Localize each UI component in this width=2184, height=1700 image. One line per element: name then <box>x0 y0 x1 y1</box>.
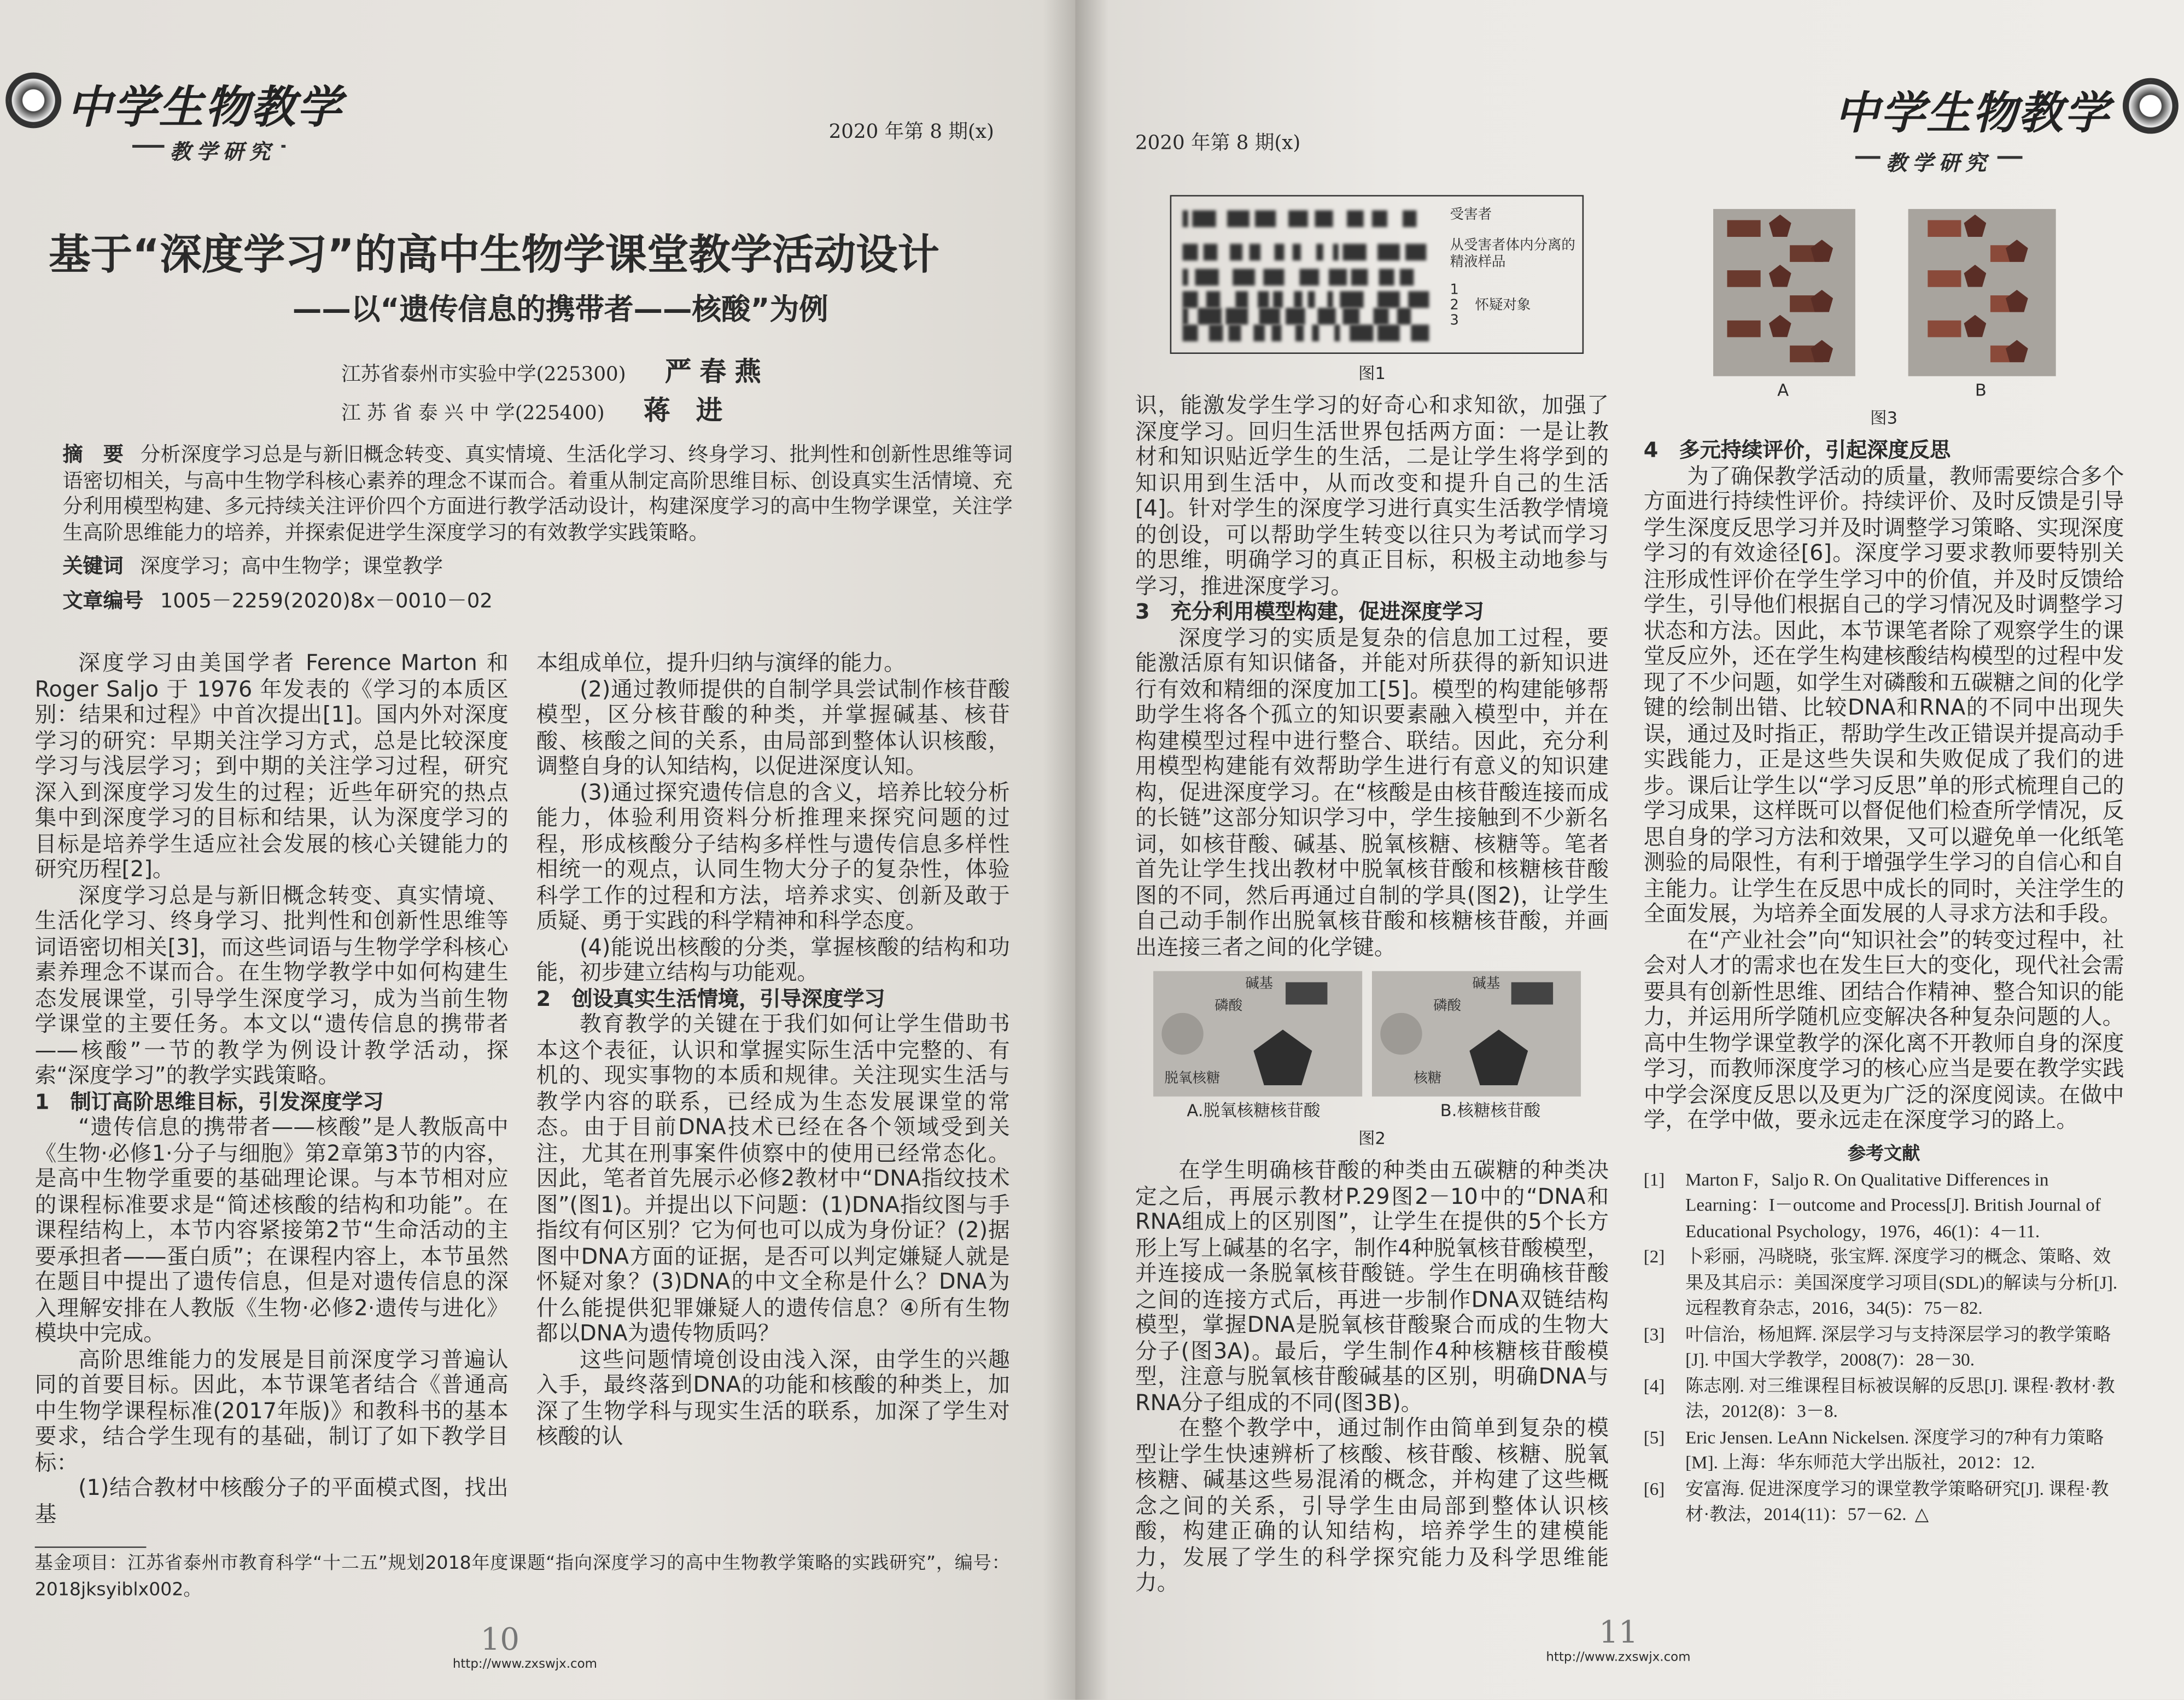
paragraph: 教育教学的关键在于我们如何让学生借助书本这个表征，认识和掌握实际生活中完整的、有机的、现实事物的本质和规律。关注现实生活与教学内容的联系，已经成为生态发展课堂的常态。由于目前DNA技术已经在各个领域受到关注，尤其在刑事案件侦察中的使用已经常态化。因此，笔者首先展示必修2教材中“DNA指纹技术图”(图1)。并提出以下问题：(1)DNA指纹图与手指纹有何区别？它为何也可以成为身份证？(2)据图中DNA方面的证据，是否可以判定嫌疑人就是怀疑对象？(3)DNA的中文全称是什么？DNA为什么能提供犯罪嫌疑人的遗传信息？④所有生物都以DNA为遗传物质吗？ <box>536 1011 1010 1346</box>
figure-3b-photo <box>1908 209 2056 376</box>
sugar-pentagon-icon <box>1964 315 1987 337</box>
section-label: 教学研究 <box>1881 148 1998 177</box>
phosphate-circle-icon <box>1380 1013 1422 1055</box>
figure-2-caption: 图2 <box>1358 1128 1386 1148</box>
journal-url: http://www.zxswjx.com <box>1546 1650 1691 1664</box>
dna-band <box>1351 269 1368 286</box>
author-affiliation: 江 苏 省 泰 兴 中 学(225400) <box>341 403 605 425</box>
sugar-pentagon-icon <box>1769 265 1791 287</box>
abstract-label: 摘 要 <box>62 444 124 467</box>
dna-band <box>1286 308 1305 325</box>
paragraph: “遗传信息的携带者——核酸”是人教版高中《生物·必修1·分子与细胞》第2章第3节的内容，是高中生物学重要的基础理论课。与本节相对应的课程标准要求是“简述核酸的结构和功能”。在课程结构上，本节内容紧接第2节“生命活动的主要承担者——蛋白质”；在课程内容上，本节虽然在题目中提出了遗传信息，但是对遗传信息的深入理解安排在人教版《生物·必修2·遗传与进化》模块中完成。 <box>34 1114 509 1346</box>
base-card-icon <box>1286 982 1327 1005</box>
abstract <box>63 443 1013 546</box>
figure-2a-photo <box>1153 971 1362 1096</box>
paragraph: (1)结合教材中核酸分子的平面模式图，找出基 <box>34 1475 509 1527</box>
dna-band <box>1183 308 1188 325</box>
right-column-2 <box>1644 438 2124 1133</box>
author-line-2 <box>341 390 731 428</box>
reference-item <box>1644 1425 2124 1476</box>
dna-band <box>1377 291 1400 308</box>
reference-body <box>1685 1244 2124 1321</box>
keywords-text: 深度学习；高中生物学；课堂教学 <box>139 556 443 579</box>
dna-band <box>1183 211 1188 228</box>
paragraph: 在整个教学中，通过制作由简单到复杂的模型让学生快速辨析了核酸、核苷酸、核糖、脱氧核糖、碱基这些易混淆的概念，并构建了这些概念之间的关系，引导学生由局部到整体认识核酸，构建正确的认知结构，培养学生的建模能力，发展了学生的科学探究能力及科学思维能力。 <box>1135 1415 1609 1596</box>
dna-band <box>1183 291 1198 308</box>
reference-body <box>1685 1167 2124 1244</box>
figure-2 <box>1135 971 1609 1099</box>
article-number-value: 1005－2259(2020)8x－0010－02 <box>160 590 493 613</box>
reference-item <box>1644 1373 2124 1424</box>
dna-band <box>1195 269 1218 286</box>
right-column-1 <box>1135 195 1609 1596</box>
label-ribose: 核糖 <box>1414 1071 1442 1087</box>
sugar-pentagon-icon <box>1769 214 1791 237</box>
dna-band <box>1316 244 1323 261</box>
dna-band <box>1405 244 1426 261</box>
reference-number: [2] <box>1643 1245 1665 1267</box>
paragraph: 识，能激发学生学习的好奇心和求知欲，加强了深度学习。回归生活世界包括两方面：一是让教材和知识贴近学生的生活，二是让学生将学到的知识用到生活中，从而改变和提升自己的生活[4]。针对学生的深度学习进行真实生活教学情境的创设，可以帮助学生转变以往只为考试而学习的思维，明确学习的真正目标，积极主动地参与学习，推进深度学习。 <box>1135 393 1609 599</box>
dna-band <box>1340 291 1363 308</box>
base-card-icon <box>1727 321 1761 337</box>
dna-band <box>1343 308 1360 325</box>
reference-number: [5] <box>1643 1426 1665 1447</box>
paragraph: 深度学习总是与新旧概念转变、真实情境、生活化学习、终身学习、批判性和创新性思维等词语密切相关[3]，而这些词语与生物学学科核心素养理念不谋而合。在生物学教学中如何构建生态发展课堂，引导学生深度学习，成为当前生物学课堂的主要任务。本文以“遗传信息的携带者——核酸”一节的教学为例设计教学活动，探索“深度学习”的教学实践策略。 <box>34 882 509 1088</box>
suspect-numbers <box>1450 283 1459 329</box>
dna-band <box>1233 269 1255 286</box>
sugar-pentagon-icon <box>1769 315 1791 337</box>
label-victim: 受害者 <box>1450 207 1492 223</box>
label-sample: 从受害者体内分离的精液样品 <box>1450 238 1575 271</box>
issue-label: 2020 年第 8 期(x) <box>828 121 994 144</box>
dna-band <box>1318 308 1336 325</box>
dna-band <box>1312 324 1319 341</box>
article-title: 基于“深度学习”的高中生物学课堂教学活动设计 <box>49 231 939 280</box>
figure-3b-label: B <box>1975 380 1987 400</box>
figure-2a-caption: A.脱氧核糖核苷酸 <box>1187 1101 1321 1120</box>
left-column-1 <box>35 651 509 1527</box>
figure-3-caption: 图3 <box>1870 408 1898 428</box>
abstract-block <box>35 443 1013 614</box>
label-base: 碱基 <box>1245 976 1274 992</box>
dna-band <box>1377 244 1400 261</box>
paragraph: (2)通过教师提供的自制学具尝试制作核苷酸模型，区分核苷酸的种类，并掌握碱基、核苷酸、核酸之间的关系，由局部到整体认识核酸，调整自身的认知结构，以促进深度认知。 <box>536 676 1010 779</box>
sugar-pentagon-icon <box>1964 265 1987 287</box>
dna-band <box>1258 291 1269 308</box>
author-line-1 <box>341 351 769 389</box>
dna-band <box>1347 211 1364 228</box>
left-footer <box>35 1623 1013 1672</box>
abstract-text: 分析深度学习总是与新旧概念转变、真实情境、生活化学习、终身学习、批判性和创新性思维等词语密切相关，与高中生物学科核心素养的理念不谋而合。着重从制定高阶思维目标、创设真实生活情境、充分利用模型构建、多元持续关注评价四个方面进行教学活动设计，构建深度学习的高中生物学课堂，关注学生高阶思维能力的培养，并探索促进学生深度学习的有效教学实践策略。 <box>62 444 1013 544</box>
author-name: 蒋 进 <box>644 395 731 427</box>
right-columns <box>1135 195 2156 1596</box>
base-card-icon <box>1511 982 1553 1005</box>
figure-2-subcaptions <box>1135 1099 1609 1122</box>
label-phosphate: 磷酸 <box>1214 999 1243 1015</box>
base-card-icon <box>1727 270 1761 287</box>
author-name: 严春燕 <box>664 357 770 388</box>
issue-label: 2020 年第 8 期(x) <box>1135 132 1301 155</box>
reference-text: 卜彩丽，冯晓晓，张宝辉. 深度学习的概念、策略、效果及其启示：美国深度学习项目(SDL)的解读与分析[J]. 远程教育杂志，2016，34(5)：75－82. <box>1685 1245 2118 1318</box>
right-column-1-bottom <box>1135 1158 1609 1596</box>
sugar-pentagon-icon <box>1469 1029 1528 1085</box>
dna-band <box>1333 244 1339 261</box>
dna-band <box>1206 291 1220 308</box>
section-heading: 3 充分利用模型构建，促进深度学习 <box>1135 599 1484 625</box>
dna-band <box>1288 211 1308 228</box>
keywords <box>63 555 1013 580</box>
dna-band <box>1259 308 1280 325</box>
reference-body <box>1685 1425 2124 1476</box>
dna-band <box>1230 244 1242 261</box>
paragraph: (3)通过探究遗传信息的含义，培养比较分析能力，体验利用资料分析推理来探究问题的过程，形成核酸分子结构多样性与遗传信息多样性相统一的观点，认同生物大分子的复杂性，体验科学工作的过程和方法，培养求实、创新及敢于质疑、勇于实践的科学精神和科学态度。 <box>536 779 1010 934</box>
right-footer <box>1135 1615 2156 1664</box>
phosphate-circle-icon <box>1161 1013 1203 1055</box>
sugar-pentagon-icon <box>2006 290 2028 312</box>
dna-band <box>1374 308 1389 325</box>
dna-band <box>1204 244 1217 261</box>
paragraph: 高阶思维能力的发展是目前深度学习普遍认同的首要目标。因此，本节课笔者结合《普通高中生物学课程标准(2017年版)》和教科书的基本要求，结合学生现有的基础，制订了如下教学目标： <box>34 1346 509 1475</box>
reference-item <box>1644 1321 2124 1373</box>
article-number <box>63 589 1013 614</box>
suspect-1: 1 <box>1450 283 1459 299</box>
dna-band <box>1272 324 1282 341</box>
reference-body <box>1685 1321 2124 1373</box>
dna-band <box>1295 324 1304 341</box>
dna-band <box>1183 269 1188 286</box>
references-title: 参考文献 <box>1847 1143 1920 1165</box>
journal-url: http://www.zxswjx.com <box>452 1658 597 1672</box>
reference-text: 叶信治，杨旭辉. 深层学习与支持深层学习的教学策略[J]. 中国大学教学，2008(7)：28－30. <box>1685 1323 2111 1370</box>
section-label: 教学研究 <box>165 137 282 166</box>
reference-number: [1] <box>1643 1168 1665 1190</box>
dna-band <box>1350 324 1373 341</box>
references-list <box>1644 1167 2124 1528</box>
author-affiliation: 江苏省泰州市实验中学(225300) <box>341 363 626 386</box>
article-subtitle: ——以“遗传信息的携带者——核酸”为例 <box>292 292 828 327</box>
reference-text: 安富海. 促进深度学习的课堂教学策略研究[J]. 课程·教材·教法，2014(11)：57－62. <box>1685 1477 2109 1524</box>
dna-band <box>1235 291 1248 308</box>
paragraph: 本组成单位，提升归纳与演绎的能力。 <box>536 650 906 676</box>
base-card-icon <box>1928 270 1961 287</box>
paragraph: 在“产业社会”向“知识社会”的转变过程中，社会对人才的需求也在发生巨大的变化，现代社会需要具有创新性思维、团结合作精神、整合知识的能力，并运用所学随机应变解决各种复杂问题的人。高中生物学课堂教学的深化离不开教师自身的深度学习，而教师深度学习的核心应当是要在教学实践中学会深度反思以及更为广泛的深度阅读。在做中学，在学中做，要永远走在深度学习的路上。 <box>1643 927 2124 1133</box>
label-phosphate: 磷酸 <box>1433 999 1462 1015</box>
sugar-pentagon-icon <box>2006 240 2028 262</box>
dna-band <box>1300 269 1319 286</box>
journal-logo: 中学生物教学 <box>1834 86 2111 139</box>
dna-band <box>1229 324 1241 341</box>
keywords-label: 关键词 <box>62 556 124 579</box>
figure-2b-caption: B.核糖核苷酸 <box>1440 1101 1541 1120</box>
suspect-3: 3 <box>1450 313 1459 329</box>
journal-emblem-icon <box>5 72 61 128</box>
dna-band <box>1275 244 1284 261</box>
dna-band <box>1183 244 1198 261</box>
dna-band <box>1372 211 1387 228</box>
dna-band <box>1329 269 1347 286</box>
base-card-icon <box>1727 220 1761 237</box>
dna-band <box>1379 269 1394 286</box>
dna-band <box>1327 291 1333 308</box>
reference-item <box>1644 1244 2124 1321</box>
figure-3-labels <box>1644 379 2124 401</box>
dna-band <box>1377 324 1400 341</box>
label-suspects: 怀疑对象 <box>1475 298 1531 314</box>
reference-body <box>1685 1373 2124 1424</box>
footnote: 基金项目：江苏省泰州市教育科学“十二五”规划2018年度课题“指向深度学习的高中生物教学策略的实践研究”，编号：2018jksyiblx002。 <box>34 1553 1010 1600</box>
section-heading: 4 多元持续评价，引起深度反思 <box>1643 437 1951 463</box>
right-column-2-wrap <box>1644 195 2124 1528</box>
dna-band <box>1343 244 1367 261</box>
dna-band <box>1273 291 1283 308</box>
base-card-icon <box>1928 321 1961 337</box>
label-base: 碱基 <box>1472 976 1500 992</box>
right-column-1-top <box>1135 393 1609 960</box>
sugar-pentagon-icon <box>1811 290 1833 312</box>
figure-2b-photo <box>1372 971 1581 1096</box>
sugar-pentagon-icon <box>1811 240 1833 262</box>
dna-band <box>1263 269 1284 286</box>
dna-band <box>1249 244 1260 261</box>
dna-band <box>1226 308 1248 325</box>
page-number: 11 <box>1599 1615 1638 1651</box>
dna-band <box>1397 308 1411 325</box>
dna-band <box>1227 211 1249 228</box>
figure-1-caption: 图1 <box>1358 363 1386 383</box>
paragraph: 深度学习的实质是复杂的信息加工过程，要能激活原有知识储备，并能对所获得的新知识进行有效和精细的深度加工[5]。模型的构建能够帮助学生将各个孤立的知识要素融入模型中，并在构建模型过程中进行整合、联结。因此，充分利用模型构建能有效帮助学生进行有意义的知识建构，促进深度学习。在“核酸是由核苷酸连接而成的长链”这部分知识学习中，学生接触到不少新名词，如核苷酸、碱基、脱氧核糖、核糖等。笔者首先让学生找出教材中脱氧核苷酸和核糖核苷酸图的不同，然后再通过自制的学具(图2)，让学生自己动手制作出脱氧核苷酸和核糖核苷酸，并画出连接三者之间的化学键。 <box>1135 625 1609 959</box>
paragraph: 为了确保教学活动的质量，教师需要综合多个方面进行持续性评价。持续评价、及时反馈是引导学生深度反思学习并及时调整学习策略、实现深度学习的有效途径[6]。深度学习要求教师要特别关注形成性评价在学生学习中的价值，并及时反馈给学生，引导他们根据自己的学习情况及时调整学习状态和方法。因此，本节课笔者除了观察学生的课堂反应外，还在学生构建核酸结构模型的过程中发现了不少问题，如学生对磷酸和五碳糖之间的化学键的绘制出错、比较DNA和RNA的不同中出现失误，通过及时指正，帮助学生改正错误并提高动手实践能力，正是这些失误和失败促成了我们的进步。课后让学生以“学习反思”单的形式梳理自己的学习成果，这样既可以督促他们检查所学情况，反思自身的学习方法和效果，又可以避免单一化纸笔测验的局限性，有利于增强学生学习的自信心和自主能力。让学生在反思中成长的同时，关注学生的全面发展，为培养全面发展的人寻求方法和手段。 <box>1643 463 2124 927</box>
dna-band <box>1334 324 1340 341</box>
reference-item <box>1644 1476 2124 1528</box>
sugar-pentagon-icon <box>1811 340 1833 363</box>
article-number-label: 文章编号 <box>62 590 144 613</box>
left-page <box>0 0 1075 1700</box>
dna-band <box>1293 244 1301 261</box>
dna-band <box>1411 324 1429 341</box>
left-columns <box>35 651 1013 1527</box>
journal-emblem-icon <box>2123 78 2179 134</box>
left-column-2 <box>536 651 1010 1450</box>
dna-band <box>1400 269 1414 286</box>
base-card-icon <box>1928 220 1961 237</box>
figure-3a-photo <box>1713 209 1855 376</box>
dna-band <box>1183 324 1198 341</box>
dna-band <box>1308 291 1315 308</box>
figure-3 <box>1644 209 2124 379</box>
dna-band <box>1192 211 1216 228</box>
sugar-pentagon-icon <box>2006 340 2028 363</box>
section-heading: 1 制订高阶思维目标，引发深度学习 <box>34 1088 384 1114</box>
reference-number: [6] <box>1643 1477 1665 1499</box>
page-number: 10 <box>480 1623 520 1658</box>
dna-band <box>1408 291 1429 308</box>
reference-text: Marton F，Saljo R. On Qualitative Differences in Learning：I－outcome and Process[J]. British Journal of Educational Psychology，1976，46(1)：4－11. <box>1685 1168 2101 1241</box>
dna-band <box>1198 308 1222 325</box>
label-deoxyribose: 脱氧核糖 <box>1164 1071 1221 1087</box>
dna-band <box>1255 211 1276 228</box>
sugar-pentagon-icon <box>1964 214 1987 237</box>
dna-band <box>1294 291 1302 308</box>
reference-item <box>1644 1167 2124 1244</box>
suspect-2: 2 <box>1450 298 1459 314</box>
paragraph: 这些问题情境创设由浅入深，由学生的兴趣入手，最终落到DNA的功能和核酸的种类上，加深了生物学科与现实生活的联系，加深了学生对核酸的认 <box>536 1346 1010 1449</box>
figure-3a-label: A <box>1777 380 1789 400</box>
paragraph: 在学生明确核苷酸的种类由五碳糖的种类决定之后，再展示教材P.29图2－10中的“DNA和RNA组成上的区别图”，让学生在提供的5个长方形上写上碱基的名字，制作4种脱氧核苷酸模型，并连接成一条脱氧核苷酸链。学生在明确核苷酸之间的连接方式后，再进一步制作DNA双链结构模型，掌握DNA是脱氧核苷酸聚合而成的生物大分子(图3A)。最后，学生制作4种核糖核苷酸模型，注意与脱氧核苷酸碱基的区别，明确DNA与RNA分子组成的不同(图3B)。 <box>1135 1157 1609 1415</box>
reference-number: [3] <box>1643 1323 1665 1344</box>
end-mark-icon: △ <box>1914 1503 1929 1524</box>
paragraph: (4)能说出核酸的分类，掌握核酸的结构和功能，初步建立结构与功能观。 <box>536 934 1010 985</box>
footnote-rule <box>35 1546 147 1548</box>
reference-number: [4] <box>1643 1374 1665 1396</box>
section-heading: 2 创设真实生活情境，引导深度学习 <box>536 986 885 1011</box>
dna-band <box>1253 324 1264 341</box>
reference-body <box>1685 1476 2124 1528</box>
right-page <box>1075 0 2184 1700</box>
reference-text: 陈志刚. 对三维课程目标被误解的反思[J]. 课程·教材·教法，2012(8)：3－8. <box>1685 1374 2115 1422</box>
sugar-pentagon-icon <box>1253 1029 1312 1085</box>
dna-band <box>1315 211 1333 228</box>
figure-1-dna-fingerprint <box>1170 195 1584 354</box>
dna-band <box>1209 324 1223 341</box>
paragraph: 深度学习由美国学者 Ference Marton 和 Roger Saljo 于 1976 年发表的《学习的本质区别：结果和过程》中首次提出[1]。国内外对深度学习的研究：早期关注学习方式，总是比较深度学习与浅层学习；到中期的关注学习过程，研究深入到深度学习发生的过程；近些年研究的热点集中到深度学习的目标和结果，认为深度学习的目标是培养学生适应社会发展的核心关键能力的研究历程[2]。 <box>34 650 509 882</box>
journal-logo: 中学生物教学 <box>67 80 343 134</box>
dna-band <box>1403 211 1416 228</box>
reference-text: Eric Jensen. LeAnn Nickelsen. 深度学习的7种有力策略[M]. 上海：华东师范大学出版社，2012：12. <box>1685 1426 2104 1473</box>
